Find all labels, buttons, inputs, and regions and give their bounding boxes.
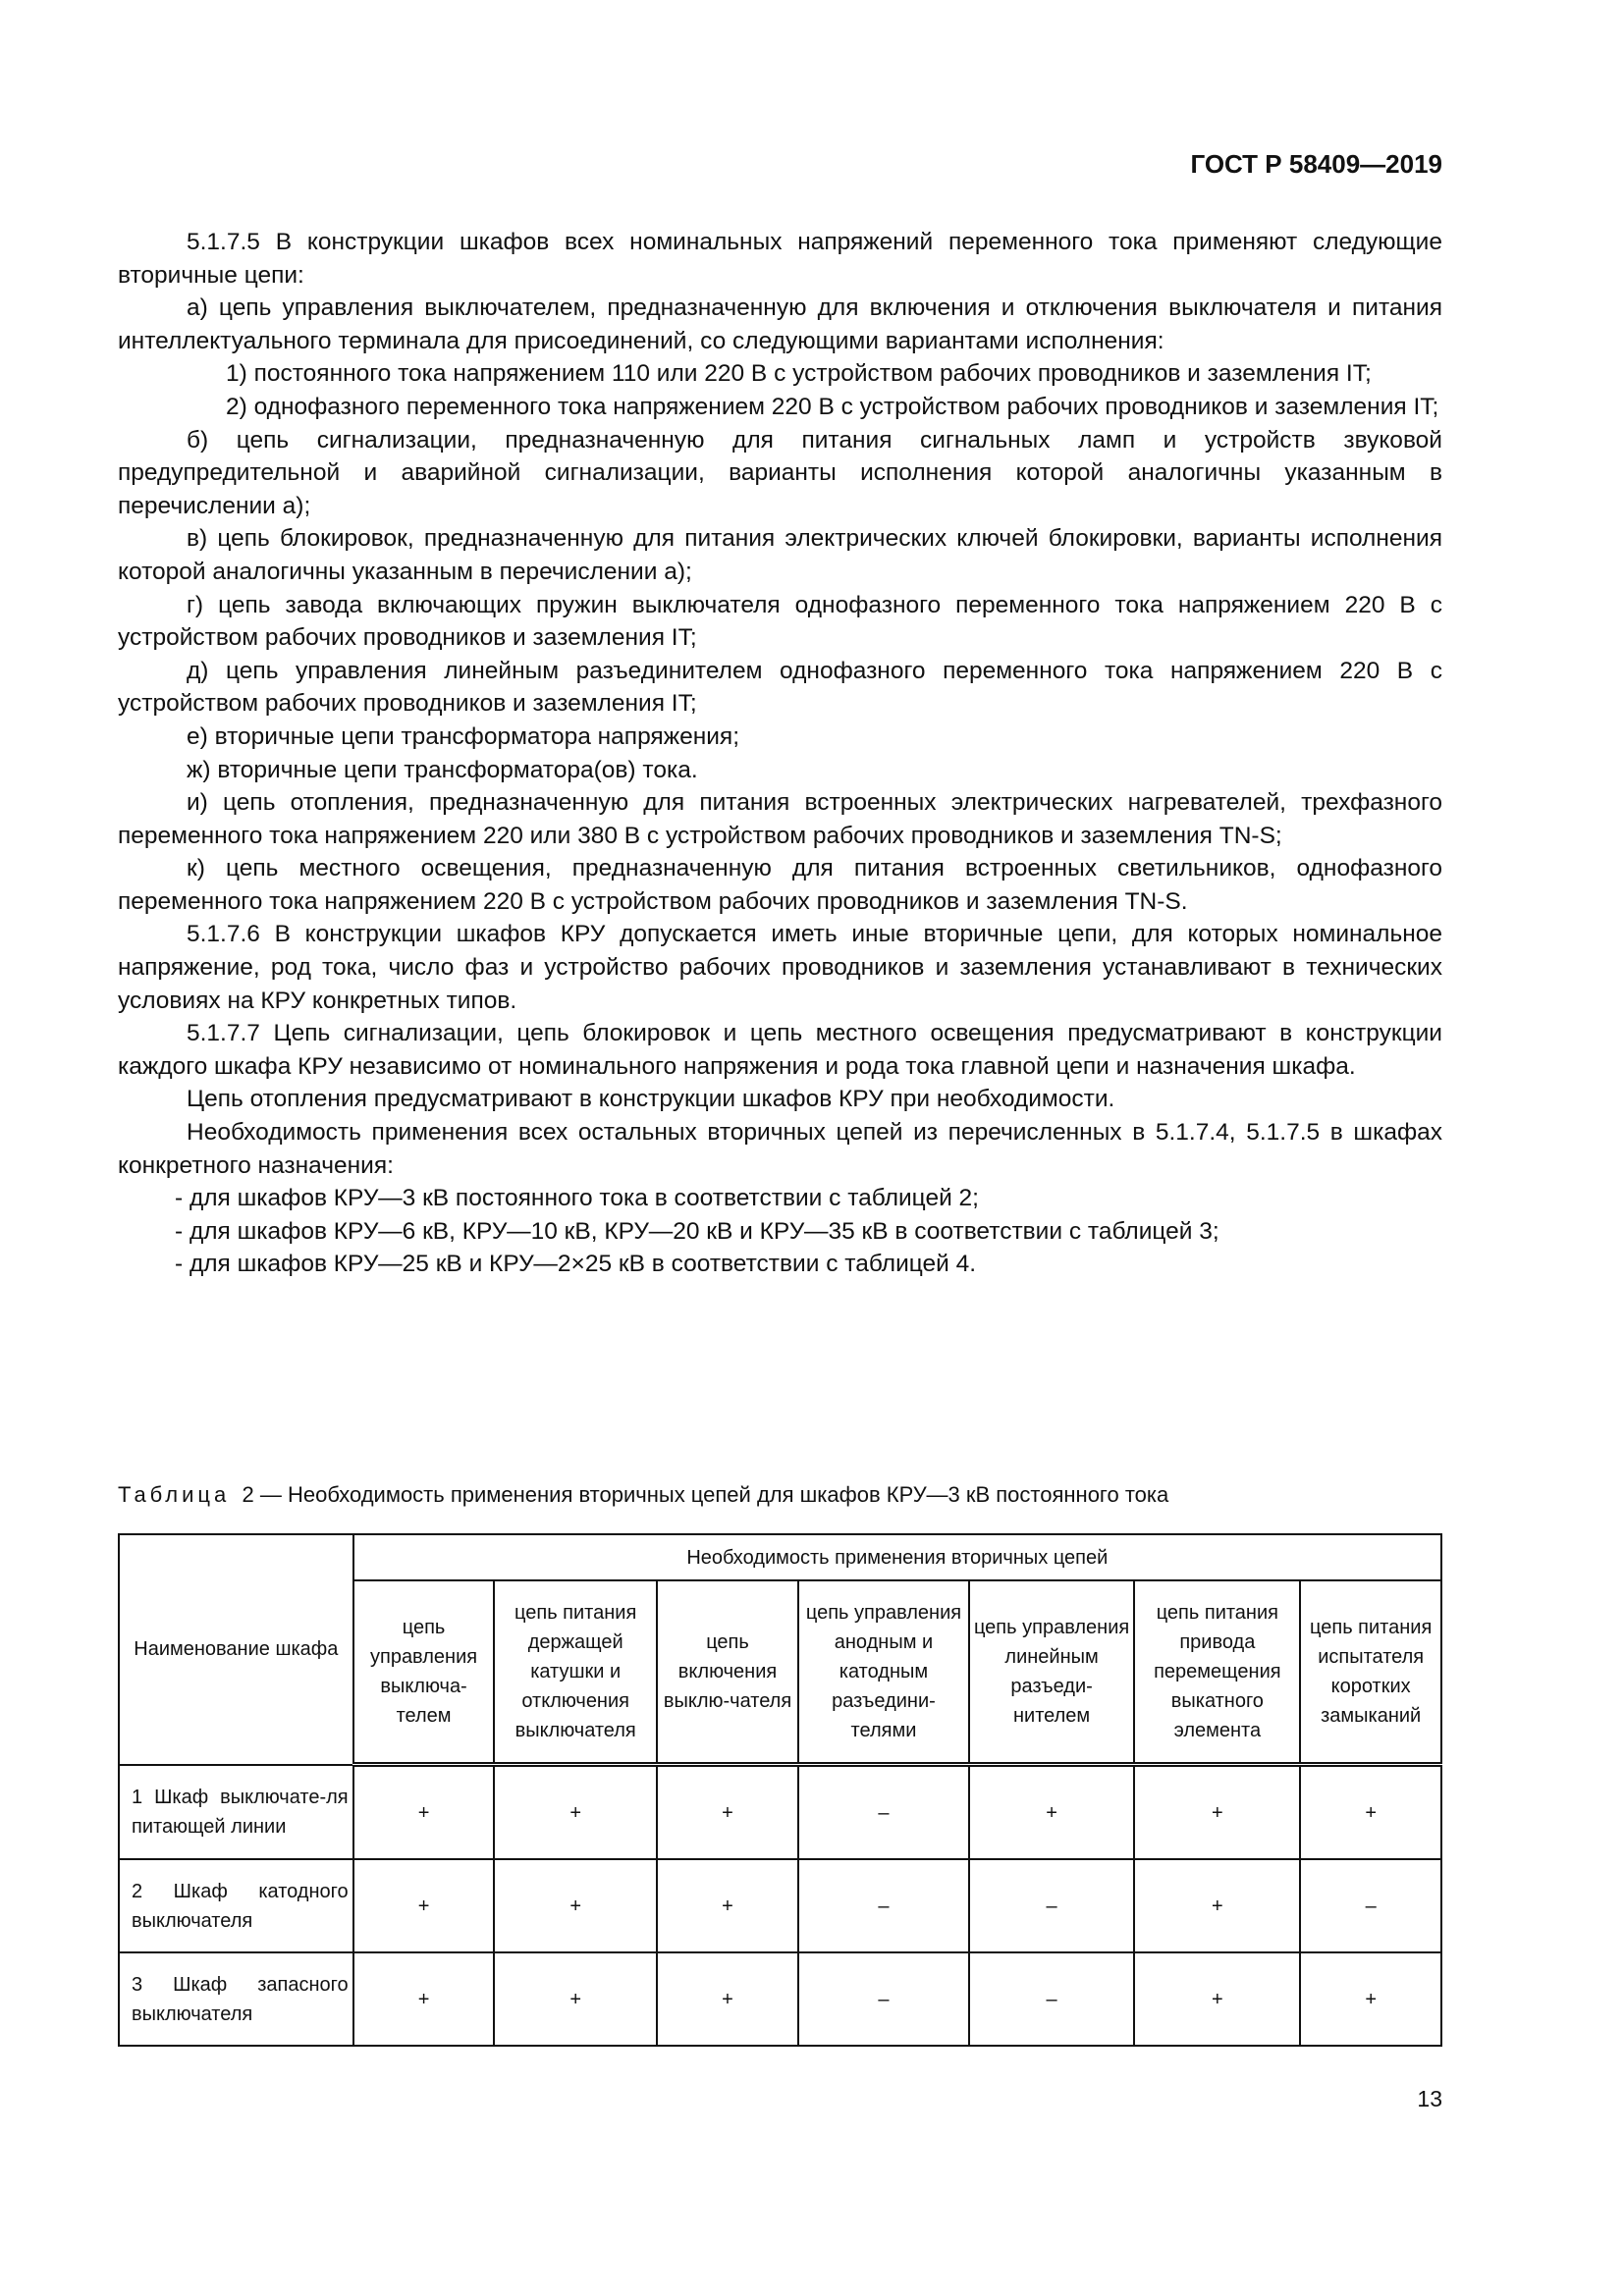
requirement-cell: – <box>798 1765 969 1860</box>
cabinet-name: 2 Шкаф катодного выключателя <box>119 1859 353 1952</box>
requirement-cell: + <box>494 1765 656 1860</box>
column-header: цепь управления анодным и катодным разъедини-телями <box>798 1580 969 1765</box>
column-header: цепь питания испытателя коротких замыканий <box>1300 1580 1441 1765</box>
paragraph: 2) однофазного переменного тока напряжением 220 В с устройством рабочих проводников и заземления IT; <box>226 393 1439 420</box>
paragraph: д) цепь управления линейным разъединителем однофазного переменного тока напряжением 220 В с устройством рабочих проводников и заземления IT; <box>118 657 1442 718</box>
paragraph: 5.1.7.5 В конструкции шкафов всех номинальных напряжений переменного тока применяют следующие вторичные цепи: <box>118 229 1442 289</box>
column-header: цепь питания привода перемещения выкатного элемента <box>1134 1580 1300 1765</box>
paragraph: ж) вторичные цепи трансформатора(ов) тока. <box>187 756 698 783</box>
cabinet-name: 3 Шкаф запасного выключателя <box>119 1952 353 2046</box>
column-header: цепь питания держащей катушки и отключения выключателя <box>494 1580 656 1765</box>
table-row <box>119 1952 1441 2046</box>
paragraph: Необходимость применения всех остальных вторичных цепей из перечисленных в 5.1.7.4, 5.1.7.5 в шкафах конкретного назначения: <box>118 1119 1442 1179</box>
requirement-cell: + <box>353 1952 495 2046</box>
requirement-cell: + <box>1300 1765 1441 1860</box>
table-caption <box>118 1482 1168 1508</box>
requirement-cell: + <box>494 1859 656 1952</box>
paragraph: к) цепь местного освещения, предназначенную для питания встроенных светильников, однофазного переменного тока напряжением 220 В с устройством рабочих проводников и заземления TN-S. <box>118 855 1442 915</box>
table-caption-text: 2 — Необходимость применения вторичных цепей для шкафов КРУ—3 кВ постоянного тока <box>242 1482 1169 1507</box>
paragraph: в) цепь блокировок, предназначенную для питания электрических ключей блокировки, варианты исполнения которой аналогичны указанным в перечислении а); <box>118 525 1442 585</box>
requirement-cell: + <box>353 1765 495 1860</box>
paragraph: - для шкафов КРУ—6 кВ, КРУ—10 кВ, КРУ—20 кВ и КРУ—35 кВ в соответствии с таблицей 3; <box>175 1217 1219 1245</box>
paragraph: 1) постоянного тока напряжением 110 или 220 В с устройством рабочих проводников и заземления IT; <box>226 360 1372 388</box>
paragraph: а) цепь управления выключателем, предназначенную для включения и отключения выключателя и питания интеллектуального терминала для присоединений, со следующими вариантами исполнения: <box>118 294 1442 354</box>
document-id: ГОСТ Р 58409—2019 <box>1190 149 1442 179</box>
table-caption-label: Таблица <box>118 1482 231 1507</box>
requirement-cell: + <box>969 1765 1135 1860</box>
paragraph: б) цепь сигнализации, предназначенную для питания сигнальных ламп и устройств звуковой предупредительной и аварийной сигнализации, варианты исполнения которой аналогичны указанным в перечислении а); <box>118 426 1442 519</box>
requirement-cell: + <box>1300 1952 1441 2046</box>
paragraph: е) вторичные цепи трансформатора напряжения; <box>187 722 739 750</box>
requirement-cell: + <box>657 1952 798 2046</box>
paragraph: г) цепь завода включающих пружин выключателя однофазного переменного тока напряжением 220 В с устройством рабочих проводников и заземления IT; <box>118 591 1442 652</box>
paragraph: - для шкафов КРУ—3 кВ постоянного тока в соответствии с таблицей 2; <box>175 1185 979 1212</box>
table-row <box>119 1765 1441 1860</box>
requirement-cell: + <box>657 1765 798 1860</box>
column-header: цепь управления линейным разъеди-нителем <box>969 1580 1135 1765</box>
requirement-cell: + <box>1134 1952 1300 2046</box>
cabinet-name: 1 Шкаф выключате-ля питающей линии <box>119 1765 353 1860</box>
name-column-header: Наименование шкафа <box>119 1534 353 1765</box>
paragraph: - для шкафов КРУ—25 кВ и КРУ—2×25 кВ в соответствии с таблицей 4. <box>175 1251 977 1278</box>
requirement-cell: – <box>969 1859 1135 1952</box>
requirement-cell: – <box>969 1952 1135 2046</box>
requirement-cell: – <box>798 1952 969 2046</box>
paragraph: 5.1.7.7 Цепь сигнализации, цепь блокировок и цепь местного освещения предусматривают в конструкции каждого шкафа КРУ независимо от номинального напряжения и рода тока главной цепи и назначения шкафа. <box>118 1020 1442 1080</box>
column-header: цепь управления выключа-телем <box>353 1580 495 1765</box>
column-header: цепь включения выклю-чателя <box>657 1580 798 1765</box>
requirement-cell: + <box>657 1859 798 1952</box>
requirement-cell: + <box>1134 1765 1300 1860</box>
requirement-cell: + <box>353 1859 495 1952</box>
body-text <box>118 226 1442 1281</box>
paragraph: и) цепь отопления, предназначенную для питания встроенных электрических нагревателей, трехфазного переменного тока напряжением 220 или 380 В с устройством рабочих проводников и заземления TN-S; <box>118 789 1442 849</box>
table-row <box>119 1859 1441 1952</box>
paragraph: 5.1.7.6 В конструкции шкафов КРУ допускается иметь иные вторичные цепи, для которых номинальное напряжение, род тока, число фаз и устройство рабочих проводников и заземления устанавливают в технических условиях на КРУ конкретных типов. <box>118 921 1442 1014</box>
secondary-circuits-table <box>118 1533 1442 2047</box>
requirement-cell: – <box>798 1859 969 1952</box>
requirement-cell: – <box>1300 1859 1441 1952</box>
requirement-cell: + <box>1134 1859 1300 1952</box>
group-header: Необходимость применения вторичных цепей <box>353 1534 1441 1580</box>
paragraph: Цепь отопления предусматривают в конструкции шкафов КРУ при необходимости. <box>187 1086 1115 1113</box>
requirement-cell: + <box>494 1952 656 2046</box>
page-number: 13 <box>1417 2086 1442 2111</box>
